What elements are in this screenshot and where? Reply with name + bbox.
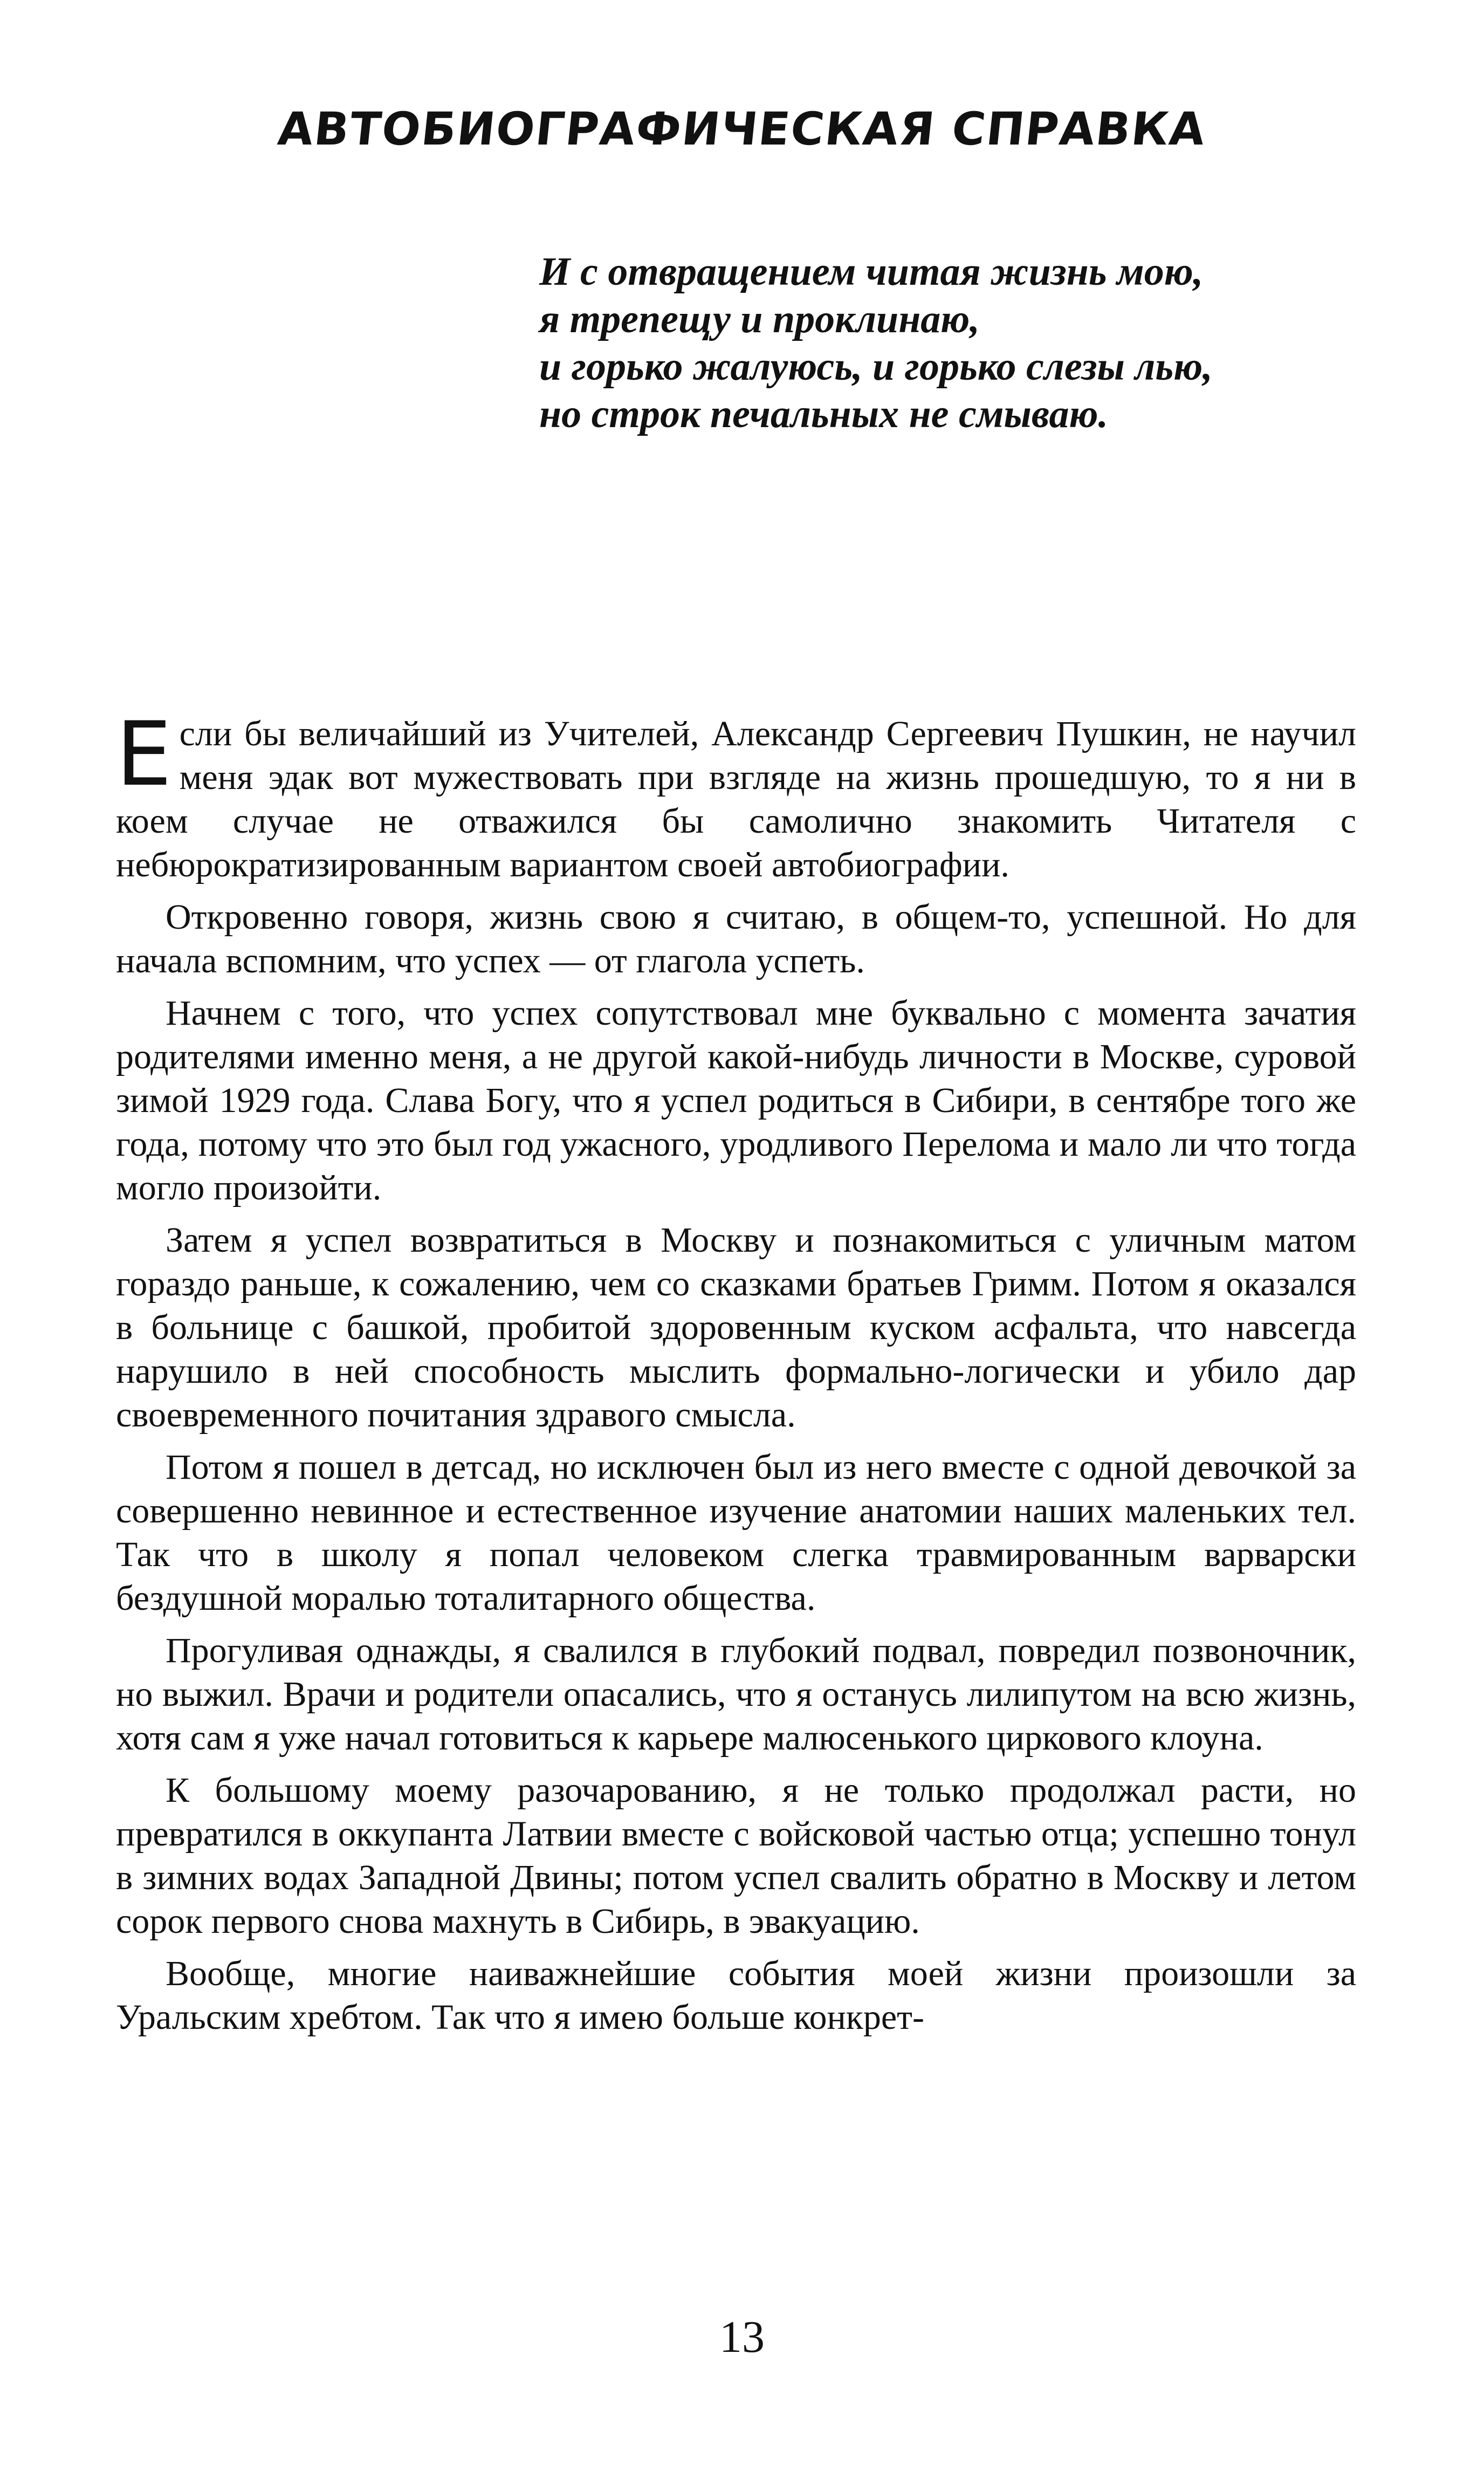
epigraph-line: и горько жалуюсь, и горько слезы лью, xyxy=(539,345,1213,389)
epigraph xyxy=(539,248,1402,438)
epigraph-line: И с отвращением читая жизнь мою, xyxy=(539,250,1204,294)
paragraph: К большому моему разочарованию, я не только продолжал расти, но превратился в оккупанта Латвии вместе с войсковой частью отца; успешно тонул в зимних водах Западной Двины; потом успел свалить обратно в Москву и летом сорок первого снова махнуть в Сибирь, в эвакуацию. xyxy=(116,1771,1356,1941)
page-number: 13 xyxy=(719,2312,765,2362)
body-text xyxy=(116,703,1356,2048)
paragraph-text: сли бы величайший из Учителей, Александр Сергеевич Пушкин, не научил меня эдак вот мужествовать при взгляде на жизнь прошедшую, то я ни в коем случае не отважился бы самолично знакомить Читателя с небюрократизированным вариантом своей автобиографии. xyxy=(116,714,1356,884)
chapter-title: АВТОБИОГРАФИЧЕСКАЯ СПРАВКА xyxy=(275,102,1209,155)
epigraph-line: я трепещу и проклинаю, xyxy=(539,297,980,341)
paragraph: Откровенно говоря, жизнь свою я считаю, в общем-то, успешной. Но для начала вспомним, что успех — от глагола успеть. xyxy=(116,897,1356,980)
paragraph: Прогуливая однажды, я свалился в глубокий подвал, повредил позвоночник, но выжил. Врачи и родители опасались, что я останусь лилипутом на всю жизнь, хотя сам я уже начал готовиться к карьере малюсенького циркового клоуна. xyxy=(116,1631,1356,1758)
paragraph xyxy=(116,703,1356,887)
paragraph: Начнем с того, что успех сопутствовал мне буквально с момента зачатия родителями именно меня, а не другой какой-нибудь личности в Москве, суровой зимой 1929 года. Слава Богу, что я успел родиться в Сибири, в сентябре того же года, потому что это был год ужасного, уродливого Перелома и мало ли что тогда могло произойти. xyxy=(116,993,1356,1207)
epigraph-line: но строк печальных не смываю. xyxy=(539,392,1108,436)
paragraph: Вообще, многие наиважнейшие события моей жизни произошли за Уральским хребтом. Так что я имею больше конкрет- xyxy=(116,1954,1356,2037)
paragraph: Затем я успел возвратиться в Москву и познакомиться с уличным матом гораздо раньше, к сожалению, чем со сказками братьев Гримм. Потом я оказался в больнице с башкой, пробитой здоровенным куском асфальта, что навсегда нарушило в ней способность мыслить формально-логически и убило дар своевременного почитания здравого смысла. xyxy=(116,1220,1356,1435)
drop-cap: Е xyxy=(116,703,172,806)
paragraph: Потом я пошел в детсад, но исключен был из него вместе с одной девочкой за совершенно невинное и естественное изучение анатомии наших маленьких тел. Так что в школу я попал человеком слегка травмированным варварски бездушной моралью тоталитарного общества. xyxy=(116,1447,1356,1618)
